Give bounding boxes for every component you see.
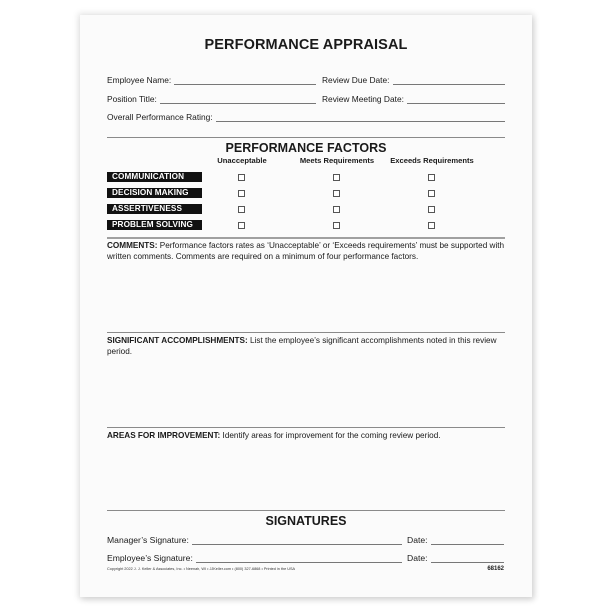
comments-label: COMMENTS: bbox=[107, 241, 158, 250]
copyright-notice: Copyright 2022 J. J. Keller & Associates, Inc. • Neenah, WI • JJKeller.com • (800) 327-6868 • Printed in the USA bbox=[107, 567, 296, 571]
decision-making-meets-checkbox[interactable] bbox=[333, 190, 340, 197]
divider bbox=[107, 237, 505, 239]
overall-rating-label: Overall Performance Rating: bbox=[107, 112, 213, 122]
divider bbox=[107, 137, 505, 138]
review-meeting-date-line[interactable] bbox=[407, 96, 505, 104]
comments-instructions: Performance factors rates as ‘Unacceptable’ or ‘Exceeds requirements’ must be supported with written comments. Comments are required on a minimum of four performance factors. bbox=[107, 241, 505, 261]
employee-signature-line[interactable] bbox=[196, 555, 402, 563]
factor-assertiveness: ASSERTIVENESS bbox=[107, 204, 202, 214]
communication-unacceptable-checkbox[interactable] bbox=[238, 174, 245, 181]
review-due-date-line[interactable] bbox=[393, 77, 506, 85]
employee-name-line[interactable] bbox=[174, 77, 316, 85]
form-number: 68162 bbox=[487, 566, 504, 572]
decision-making-unacceptable-checkbox[interactable] bbox=[238, 190, 245, 197]
problem-solving-meets-checkbox[interactable] bbox=[333, 222, 340, 229]
column-exceeds-requirements: Exceeds Requirements bbox=[390, 156, 474, 165]
accomplishments-instructions: List the employee’s significant accomplishments noted in this review period. bbox=[107, 336, 497, 356]
overall-rating-field[interactable] bbox=[107, 112, 505, 122]
improvement-instructions: Identify areas for improvement for the coming review period. bbox=[220, 431, 441, 440]
improvement-label: AREAS FOR IMPROVEMENT: bbox=[107, 431, 221, 440]
position-title-line[interactable] bbox=[160, 96, 316, 104]
problem-solving-unacceptable-checkbox[interactable] bbox=[238, 222, 245, 229]
employee-date-field[interactable] bbox=[407, 553, 504, 563]
employee-name-field[interactable] bbox=[107, 75, 316, 85]
accomplishments-label: SIGNIFICANT ACCOMPLISHMENTS: bbox=[107, 336, 248, 345]
position-title-field[interactable] bbox=[107, 94, 316, 104]
comments-section[interactable] bbox=[107, 241, 507, 262]
manager-date-field[interactable] bbox=[407, 535, 504, 545]
column-meets-requirements: Meets Requirements bbox=[299, 156, 375, 165]
improvement-section[interactable] bbox=[107, 431, 507, 442]
factor-decision-making: DECISION MAKING bbox=[107, 188, 202, 198]
appraisal-form-page bbox=[80, 15, 532, 597]
factor-communication: COMMUNICATION bbox=[107, 172, 202, 182]
employee-date-label: Date: bbox=[407, 553, 428, 563]
problem-solving-exceeds-checkbox[interactable] bbox=[428, 222, 435, 229]
accomplishments-section[interactable] bbox=[107, 336, 507, 357]
review-meeting-date-field[interactable] bbox=[322, 94, 505, 104]
assertiveness-exceeds-checkbox[interactable] bbox=[428, 206, 435, 213]
manager-signature-field[interactable] bbox=[107, 535, 402, 545]
manager-date-label: Date: bbox=[407, 535, 428, 545]
divider bbox=[107, 510, 505, 511]
decision-making-exceeds-checkbox[interactable] bbox=[428, 190, 435, 197]
employee-date-line[interactable] bbox=[431, 555, 504, 563]
position-title-label: Position Title: bbox=[107, 94, 157, 104]
review-due-date-label: Review Due Date: bbox=[322, 75, 390, 85]
assertiveness-meets-checkbox[interactable] bbox=[333, 206, 340, 213]
review-meeting-date-label: Review Meeting Date: bbox=[322, 94, 404, 104]
form-title: PERFORMANCE APPRAISAL bbox=[204, 37, 408, 53]
column-unacceptable: Unacceptable bbox=[217, 156, 267, 165]
signatures-title: SIGNATURES bbox=[265, 514, 347, 528]
assertiveness-unacceptable-checkbox[interactable] bbox=[238, 206, 245, 213]
manager-date-line[interactable] bbox=[431, 537, 504, 545]
overall-rating-line[interactable] bbox=[216, 114, 505, 122]
employee-name-label: Employee Name: bbox=[107, 75, 172, 85]
employee-signature-field[interactable] bbox=[107, 553, 402, 563]
communication-meets-checkbox[interactable] bbox=[333, 174, 340, 181]
employee-signature-label: Employee’s Signature: bbox=[107, 553, 193, 563]
factor-problem-solving: PROBLEM SOLVING bbox=[107, 220, 202, 230]
divider bbox=[107, 427, 505, 428]
communication-exceeds-checkbox[interactable] bbox=[428, 174, 435, 181]
manager-signature-line[interactable] bbox=[192, 537, 402, 545]
divider bbox=[107, 332, 505, 333]
review-due-date-field[interactable] bbox=[322, 75, 505, 85]
manager-signature-label: Manager’s Signature: bbox=[107, 535, 189, 545]
performance-factors-title: PERFORMANCE FACTORS bbox=[225, 141, 387, 155]
